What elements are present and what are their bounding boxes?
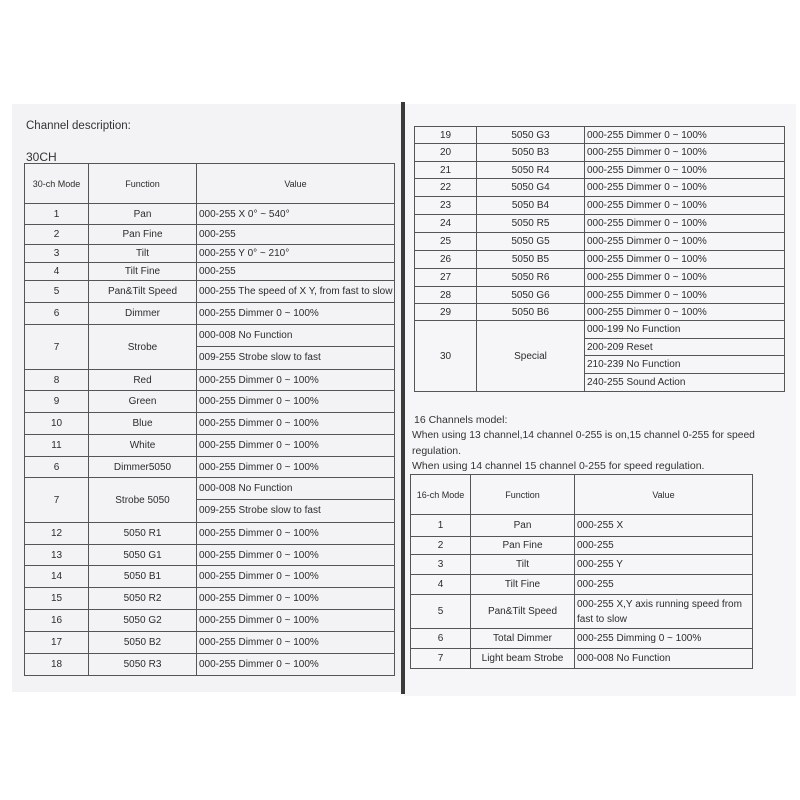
table-row [25, 457, 395, 478]
table-row [411, 595, 753, 629]
table-row [415, 215, 785, 233]
channel-function: Special [477, 321, 585, 392]
channel-function: Pan Fine [89, 225, 197, 245]
channel-function: 5050 R4 [477, 162, 585, 179]
channel-number: 6 [25, 303, 89, 325]
channel-number: 16 [25, 610, 89, 632]
channel-number: 5 [25, 281, 89, 303]
value-line: fast to slow [577, 613, 628, 625]
channel-value: 000-255 Dimmer 0 ~ 100% [585, 215, 785, 233]
channel-function: Pan&Tilt Speed [89, 281, 197, 303]
note-line-1: When using 13 channel,14 channel 0-255 is on,15 channel 0-255 for speed [412, 430, 755, 441]
channel-function: 5050 R2 [89, 588, 197, 610]
channel-value: 000-255 Dimmer 0 ~ 100% [197, 523, 395, 545]
channel-number: 3 [25, 245, 89, 263]
value-line: 009-255 Strobe slow to fast [199, 505, 321, 516]
table-row [25, 325, 395, 370]
header-function: Function [471, 475, 575, 515]
table-row [25, 523, 395, 545]
value-line: 009-255 Strobe slow to fast [199, 352, 321, 363]
table-row [25, 478, 395, 523]
channel-function: Strobe 5050 [89, 478, 197, 523]
table-row [415, 127, 785, 144]
channel-value: 000-255 Dimmer 0 ~ 100% [197, 632, 395, 654]
channel-value: 000-255 Dimmer 0 ~ 100% [197, 610, 395, 632]
channel-value: 000-255 Y [575, 555, 753, 575]
channel-value: 000-255 Dimmer 0 ~ 100% [197, 370, 395, 391]
channel-value: 000-255 [575, 575, 753, 595]
channel-value: 000-255 Dimmer 0 ~ 100% [585, 127, 785, 144]
channel-number: 7 [25, 478, 89, 523]
table-row [25, 281, 395, 303]
table-row [411, 575, 753, 595]
channel-number: 18 [25, 654, 89, 676]
table-row [411, 555, 753, 575]
channel-number: 30 [415, 321, 477, 392]
channel-value: 000-255 Dimmer 0 ~ 100% [197, 435, 395, 457]
channel-function: 5050 G5 [477, 233, 585, 251]
channel-value: 000-255 [197, 225, 395, 245]
channel-function: 5050 G2 [89, 610, 197, 632]
channel-function: 5050 R5 [477, 215, 585, 233]
channel-value [585, 321, 785, 392]
channel-number: 12 [25, 523, 89, 545]
channel-function: White [89, 435, 197, 457]
channel-number: 3 [411, 555, 471, 575]
header-value: Value [575, 475, 753, 515]
channel-number: 5 [411, 595, 471, 629]
channel-function: Total Dimmer [471, 629, 575, 649]
channel-value: 000-255 Dimmer 0 ~ 100% [585, 233, 785, 251]
channel-value: 000-255 Dimmer 0 ~ 100% [197, 391, 395, 413]
channel-function: Red [89, 370, 197, 391]
table-row [415, 269, 785, 287]
table-row [415, 162, 785, 179]
channel-number: 7 [411, 649, 471, 669]
channel-number: 2 [411, 537, 471, 555]
channel-value: 000-255 Dimmer 0 ~ 100% [197, 545, 395, 566]
channel-value: 000-255 Dimmer 0 ~ 100% [585, 144, 785, 162]
channel-function: Pan [89, 204, 197, 225]
table-row [411, 537, 753, 555]
channel-value [197, 478, 395, 523]
channel-function: Green [89, 391, 197, 413]
channel-number: 2 [25, 225, 89, 245]
channel-function: Pan&Tilt Speed [471, 595, 575, 629]
channel-function: 5050 G6 [477, 287, 585, 304]
channel-number: 13 [25, 545, 89, 566]
channel-value: 000-255 Dimmer 0 ~ 100% [197, 413, 395, 435]
note-line-2: regulation. [412, 445, 462, 457]
channel-value: 000-255 Y 0° ~ 210° [197, 245, 395, 263]
channel-function: 5050 B2 [89, 632, 197, 654]
channel-number: 15 [25, 588, 89, 610]
channel-value: 000-255 [197, 263, 395, 281]
channel-value: 000-255 Dimmer 0 ~ 100% [197, 566, 395, 588]
value-line: 240-255 Sound Action [587, 376, 686, 388]
table-row [25, 566, 395, 588]
table-row [25, 225, 395, 245]
value-line: 210-239 No Function [585, 356, 784, 374]
channel-number: 8 [25, 370, 89, 391]
value-line: 000-008 No Function [197, 325, 394, 347]
header-mode: 16-ch Mode [411, 475, 471, 515]
channel-number: 25 [415, 233, 477, 251]
channel-function: Blue [89, 413, 197, 435]
channel-value: 000-255 Dimmer 0 ~ 100% [585, 197, 785, 215]
channel-function: 5050 R6 [477, 269, 585, 287]
channel-value: 000-255 Dimmer 0 ~ 100% [585, 179, 785, 197]
channel-number: 10 [25, 413, 89, 435]
table-row [25, 245, 395, 263]
table-row [25, 263, 395, 281]
channel-value: 000-255 Dimmer 0 ~ 100% [585, 251, 785, 269]
table-row [25, 391, 395, 413]
table-row [415, 321, 785, 392]
channel-value: 000-255 Dimmer 0 ~ 100% [585, 287, 785, 304]
value-line: 000-255 X,Y axis running speed from [577, 598, 742, 610]
table-16ch [410, 474, 753, 669]
channel-function: Strobe [89, 325, 197, 370]
table-row [25, 435, 395, 457]
channel-function: Light beam Strobe [471, 649, 575, 669]
table-row [25, 545, 395, 566]
channel-function: Pan Fine [471, 537, 575, 555]
channel-value: 000-255 Dimmer 0 ~ 100% [585, 162, 785, 179]
channel-number: 27 [415, 269, 477, 287]
channel-function: 5050 B1 [89, 566, 197, 588]
table-row [25, 632, 395, 654]
channel-function: 5050 B4 [477, 197, 585, 215]
channel-value: 000-255 X 0° ~ 540° [197, 204, 395, 225]
channel-number: 11 [25, 435, 89, 457]
channel-value: 000-255 The speed of X Y, from fast to slow [197, 281, 395, 303]
table-row [415, 233, 785, 251]
table-row [25, 610, 395, 632]
channel-function: Dimmer [89, 303, 197, 325]
channel-function: Tilt Fine [89, 263, 197, 281]
table-30ch [24, 163, 395, 676]
note-line-3: When using 14 channel 15 channel 0-255 for speed regulation. [412, 460, 705, 472]
channel-number: 9 [25, 391, 89, 413]
channel-number: 6 [411, 629, 471, 649]
channel-number: 4 [25, 263, 89, 281]
channel-number: 22 [415, 179, 477, 197]
channel-number: 19 [415, 127, 477, 144]
table-row [411, 649, 753, 669]
channel-value: 000-255 Dimmer 0 ~ 100% [585, 304, 785, 321]
table-row [415, 179, 785, 197]
channel-value: 000-255 Dimmer 0 ~ 100% [197, 588, 395, 610]
channel-function: 5050 B3 [477, 144, 585, 162]
header-mode: 30-ch Mode [25, 164, 89, 204]
channel-number: 17 [25, 632, 89, 654]
table-row [25, 588, 395, 610]
table-row [25, 303, 395, 325]
value-line: 200-209 Reset [585, 339, 784, 357]
table-30ch-continued [414, 126, 785, 392]
channel-function: Tilt Fine [471, 575, 575, 595]
value-line: 000-008 No Function [197, 478, 394, 500]
channel-function: 5050 G1 [89, 545, 197, 566]
table-row [25, 370, 395, 391]
channel-number: 29 [415, 304, 477, 321]
channel-function: Dimmer5050 [89, 457, 197, 478]
channel-function: 5050 G3 [477, 127, 585, 144]
channel-function: 5050 B5 [477, 251, 585, 269]
channel-number: 1 [25, 204, 89, 225]
value-line: 000-199 No Function [585, 321, 784, 339]
channel-number: 14 [25, 566, 89, 588]
channel-function: 5050 R1 [89, 523, 197, 545]
table-row [415, 304, 785, 321]
channel-value: 000-255 Dimmer 0 ~ 100% [197, 457, 395, 478]
channel-value: 000-255 Dimming 0 ~ 100% [575, 629, 753, 649]
channel-value: 000-255 X [575, 515, 753, 537]
channel-function: 5050 G4 [477, 179, 585, 197]
channel-value: 000-255 Dimmer 0 ~ 100% [197, 303, 395, 325]
channel-number: 23 [415, 197, 477, 215]
channel-number: 28 [415, 287, 477, 304]
channel-function: Pan [471, 515, 575, 537]
table-row [411, 515, 753, 537]
channel-description-heading: Channel description: [26, 120, 131, 132]
channel-value: 000-008 No Function [575, 649, 753, 669]
channel-function: 5050 B6 [477, 304, 585, 321]
channel-value: 000-255 [575, 537, 753, 555]
channel-number: 21 [415, 162, 477, 179]
table-row [411, 629, 753, 649]
channel-number: 4 [411, 575, 471, 595]
mode-title-30ch: 30CH [26, 150, 57, 164]
channel-number: 6 [25, 457, 89, 478]
channel-function: 5050 R3 [89, 654, 197, 676]
note-title: 16 Channels model: [414, 414, 508, 426]
channel-function: Tilt [89, 245, 197, 263]
channel-number: 24 [415, 215, 477, 233]
channel-number: 20 [415, 144, 477, 162]
channel-value: 000-255 Dimmer 0 ~ 100% [197, 654, 395, 676]
channel-function: Tilt [471, 555, 575, 575]
table-row [25, 413, 395, 435]
table-row [25, 654, 395, 676]
page-fold [401, 102, 405, 694]
header-function: Function [89, 164, 197, 204]
channel-number: 1 [411, 515, 471, 537]
table-row [415, 287, 785, 304]
table-row [25, 204, 395, 225]
table-row [415, 144, 785, 162]
channel-value [197, 325, 395, 370]
channel-value [575, 595, 753, 629]
channel-number: 7 [25, 325, 89, 370]
header-value: Value [197, 164, 395, 204]
channel-value: 000-255 Dimmer 0 ~ 100% [585, 269, 785, 287]
table-row [415, 197, 785, 215]
table-row [415, 251, 785, 269]
channel-number: 26 [415, 251, 477, 269]
